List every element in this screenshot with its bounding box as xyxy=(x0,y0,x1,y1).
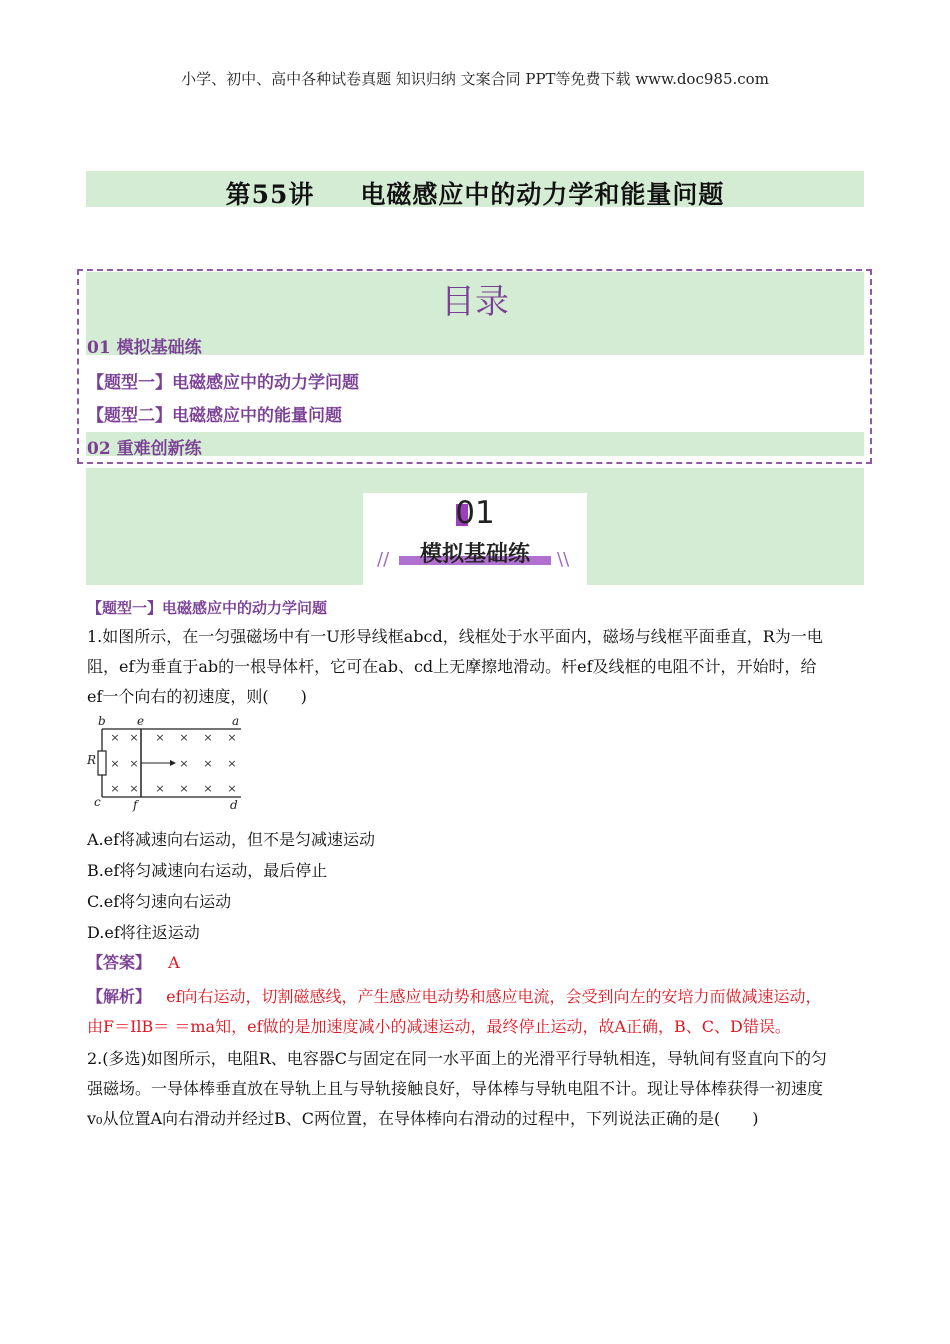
cross: × xyxy=(179,757,189,770)
q1-option-b[interactable]: B.ef将匀减速向右运动，最后停止 xyxy=(87,861,328,880)
q1-line3: ef一个向右的初速度，则( ) xyxy=(87,687,307,706)
cross: × xyxy=(110,757,120,770)
answer-label: 【答案】 xyxy=(87,953,152,972)
q1-answer xyxy=(87,950,180,973)
q1-option-d[interactable]: D.ef将往返运动 xyxy=(87,923,200,942)
cross: × xyxy=(110,731,120,744)
label-b: b xyxy=(98,714,106,728)
slash-right: \\ xyxy=(557,549,570,570)
resistor xyxy=(98,751,106,775)
analysis-line2: 由F＝IlB＝ ＝ma知，ef做的是加速度减小的减速运动，最终停止运动，故A正确，B、C、D错误。 xyxy=(87,1017,791,1036)
label-e: e xyxy=(137,714,145,728)
label-f: f xyxy=(133,798,138,812)
cross: × xyxy=(129,782,139,795)
q2-line1: 2.(多选)如图所示，电阻R、电容器C与固定在同一水平面上的光滑平行导轨相连，导轨间有竖直向下的匀 xyxy=(87,1049,828,1068)
question-type-heading: 【题型一】电磁感应中的动力学问题 xyxy=(87,599,328,617)
cross: × xyxy=(110,782,120,795)
cross: × xyxy=(155,782,165,795)
q2-line2: 强磁场。一导体棒垂直放在导轨上且与导轨接触良好，导体棒与导轨电阻不计。现让导体棒获得一初速度 xyxy=(87,1079,824,1098)
toc-item-type1[interactable]: 【题型一】电磁感应中的动力学问题 xyxy=(87,373,359,393)
cross: × xyxy=(155,731,165,744)
title-bar xyxy=(86,171,864,207)
cross: × xyxy=(227,731,237,744)
lecture-number: 第55讲 xyxy=(225,180,315,209)
q1-line1: 1.如图所示，在一匀强磁场中有一U形导线框abcd，线框处于水平面内，磁场与线框平面垂直，R为一电 xyxy=(87,627,823,646)
answer-value: A xyxy=(168,953,180,972)
toc-item-01[interactable]: 01 模拟基础练 xyxy=(87,338,202,358)
q1-option-c[interactable]: C.ef将匀速向右运动 xyxy=(87,892,232,911)
q1-stem xyxy=(87,622,867,712)
page-title xyxy=(86,175,864,211)
cross: × xyxy=(227,757,237,770)
q1-line2: 阻，ef为垂直于ab的一根导体杆，它可在ab、cd上无摩擦地滑动。杆ef及线框的电阻不计，开始时，给 xyxy=(87,657,817,676)
q1-option-a[interactable]: A.ef将减速向右运动，但不是匀减速运动 xyxy=(87,830,376,849)
q2-line3: v₀从位置A向右滑动并经过B、C两位置，在导体棒向右滑动的过程中，下列说法正确的是( ) xyxy=(87,1109,759,1128)
label-d: d xyxy=(230,798,238,812)
cross: × xyxy=(129,731,139,744)
slash-left: // xyxy=(377,549,390,570)
section-card xyxy=(363,493,587,585)
analysis-label: 【解析】 xyxy=(87,987,152,1006)
section-number: 01 xyxy=(455,495,495,531)
cross: × xyxy=(227,782,237,795)
q2-stem xyxy=(87,1044,867,1134)
label-a: a xyxy=(232,714,240,728)
lecture-topic: 电磁感应中的动力学和能量问题 xyxy=(360,180,725,209)
cross: × xyxy=(203,782,213,795)
toc-item-type2[interactable]: 【题型二】电磁感应中的能量问题 xyxy=(87,406,342,426)
section-name: 模拟基础练 xyxy=(419,542,530,567)
cross: × xyxy=(179,731,189,744)
analysis-line1: ef向右运动，切割磁感线，产生感应电动势和感应电流，会受到向左的安培力而做减速运动， xyxy=(166,987,822,1006)
velocity-arrow-head xyxy=(170,760,176,766)
cross: × xyxy=(179,782,189,795)
toc-heading: 目录 xyxy=(441,282,509,322)
label-c: c xyxy=(94,795,101,809)
page-header: 小学、初中、高中各种试卷真题 知识归纳 文案合同 PPT等免费下载 www.doc985.com xyxy=(181,70,769,88)
q1-analysis xyxy=(87,982,867,1042)
cross: × xyxy=(203,757,213,770)
label-R: R xyxy=(87,753,97,767)
cross: × xyxy=(129,757,139,770)
cross: × xyxy=(203,731,213,744)
toc-item-02[interactable]: 02 重难创新练 xyxy=(87,439,202,459)
q1-figure xyxy=(86,714,251,814)
